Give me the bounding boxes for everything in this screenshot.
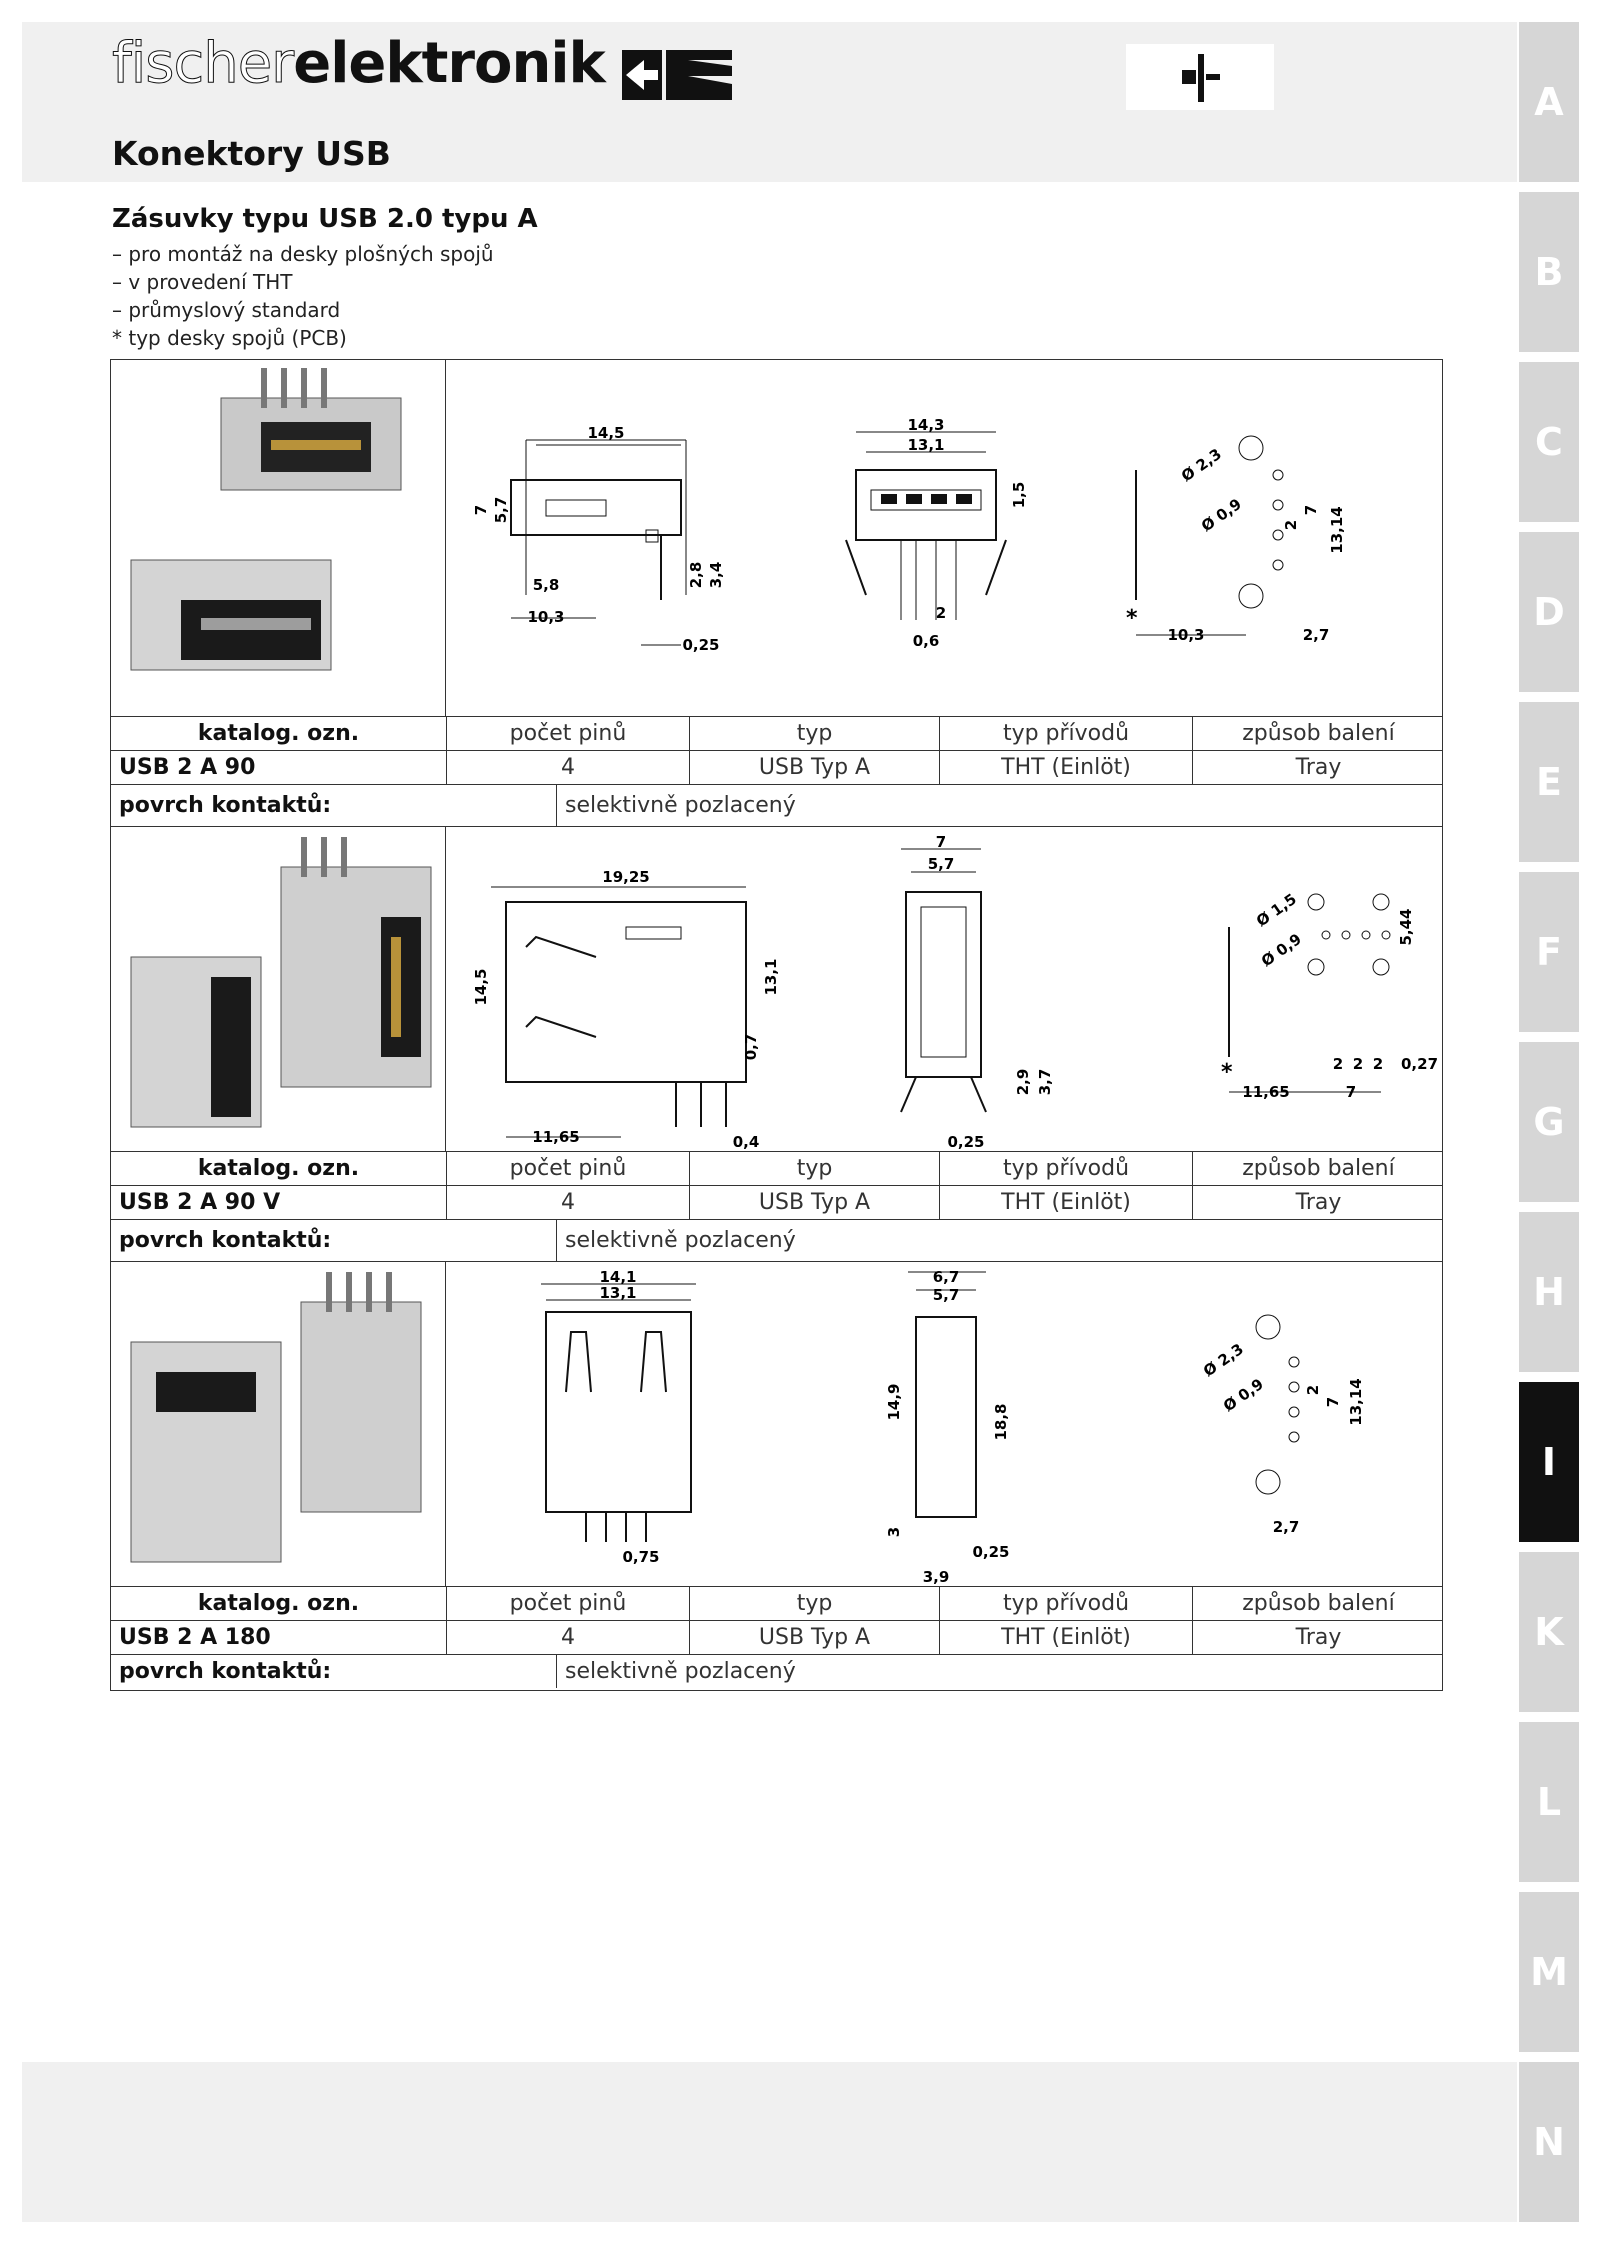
dim-label: 7 xyxy=(472,504,490,516)
pcb-marker: * xyxy=(1126,606,1138,631)
dim-label: 2,7 xyxy=(1302,626,1330,644)
brand-arrows-icon xyxy=(622,46,737,106)
dim-label: 0,25 xyxy=(972,1543,1010,1561)
feature-item: – v provedení THT xyxy=(112,270,293,294)
dim-label: Ø 0,9 xyxy=(1257,929,1305,971)
dim-label: 2,8 xyxy=(687,561,705,589)
surface-row xyxy=(111,784,1442,826)
dim-label: 2 xyxy=(1352,1055,1364,1073)
tab-m[interactable]: M xyxy=(1519,1892,1579,2052)
product-photo-cell xyxy=(111,360,446,716)
dim-label: Ø 0,9 xyxy=(1197,494,1245,536)
brand-name-part2: elektronik xyxy=(293,31,605,96)
brand-logo xyxy=(112,31,605,96)
usb-connector-photo xyxy=(111,827,444,1150)
dim-label: 13,14 xyxy=(1347,1378,1365,1426)
product-photo-cell xyxy=(111,1261,446,1586)
tab-k[interactable]: K xyxy=(1519,1552,1579,1712)
dim-label: 13,1 xyxy=(907,436,945,454)
header-catalog: katalog. ozn. xyxy=(111,1587,446,1620)
header-pins: počet pinů xyxy=(446,1587,689,1620)
dim-label: 5,7 xyxy=(492,496,510,524)
tab-i[interactable]: I xyxy=(1519,1382,1579,1542)
tab-f[interactable]: F xyxy=(1519,872,1579,1032)
pcb-marker: * xyxy=(1221,1060,1233,1085)
table-row xyxy=(111,750,1442,784)
section-title: Zásuvky typu USB 2.0 typu A xyxy=(112,204,538,234)
dim-label: 2 xyxy=(935,604,947,622)
header-pins: počet pinů xyxy=(446,717,689,750)
tab-e[interactable]: E xyxy=(1519,702,1579,862)
dim-label: 2,7 xyxy=(1272,1518,1300,1536)
dim-label: 13,1 xyxy=(599,1284,637,1302)
surface-value: selektivně pozlacený xyxy=(565,793,796,818)
dim-label: 19,25 xyxy=(602,868,650,886)
technical-drawing-cell xyxy=(446,826,1442,1152)
header-catalog: katalog. ozn. xyxy=(111,717,446,750)
header-lead: typ přívodů xyxy=(939,1587,1192,1620)
packaging: Tray xyxy=(1192,751,1444,784)
product-photo-cell xyxy=(111,826,446,1151)
dim-label: 10,3 xyxy=(1167,626,1205,644)
dim-label: 18,8 xyxy=(992,1403,1010,1441)
surface-value: selektivně pozlacený xyxy=(565,1228,796,1253)
dimension-drawing xyxy=(446,1262,1442,1585)
table-row xyxy=(111,1620,1442,1654)
dim-label: 5,8 xyxy=(532,576,560,594)
dim-label: 0,6 xyxy=(912,632,940,650)
header-packaging: způsob balení xyxy=(1192,1152,1444,1185)
feature-item: * typ desky spojů (PCB) xyxy=(112,326,347,350)
header-lead: typ přívodů xyxy=(939,1152,1192,1185)
technical-drawing-cell xyxy=(446,360,1442,716)
dim-label: 0,75 xyxy=(622,1548,660,1566)
header-packaging: způsob balení xyxy=(1192,717,1444,750)
pin-count: 4 xyxy=(446,751,689,784)
connector-type: USB Typ A xyxy=(689,1621,939,1654)
dim-label: 14,1 xyxy=(599,1268,637,1286)
dim-label: 0,27 xyxy=(1401,1055,1439,1073)
usb-connector-photo xyxy=(111,1262,444,1585)
table-header-row xyxy=(111,716,1442,750)
product-table xyxy=(110,359,1443,1691)
dim-label: Ø 0,9 xyxy=(1219,1374,1267,1416)
feature-list xyxy=(112,240,494,352)
dimension-drawing xyxy=(446,360,1442,716)
dim-label: 1,5 xyxy=(1010,481,1028,509)
dim-label: 6,7 xyxy=(932,1268,960,1286)
product-block-2 xyxy=(111,826,1442,1261)
corner-symbol xyxy=(1126,44,1274,110)
dim-label: 3,9 xyxy=(922,1568,950,1585)
tab-l[interactable]: L xyxy=(1519,1722,1579,1882)
dim-label: 13,14 xyxy=(1328,506,1346,554)
dim-label: 2 xyxy=(1332,1055,1344,1073)
dim-label: 11,65 xyxy=(532,1128,580,1146)
pin-count: 4 xyxy=(446,1621,689,1654)
product-block-1 xyxy=(111,360,1442,826)
dim-label: 2,9 xyxy=(1014,1068,1032,1096)
dim-label: 2 xyxy=(1304,1384,1322,1396)
dim-label: 5,44 xyxy=(1397,908,1415,946)
surface-value: selektivně pozlacený xyxy=(565,1659,796,1684)
dim-label: 14,3 xyxy=(907,416,945,434)
tab-d[interactable]: D xyxy=(1519,532,1579,692)
dim-label: 14,5 xyxy=(587,424,625,442)
product-block-3 xyxy=(111,1261,1442,1689)
dim-label: 2 xyxy=(1282,519,1300,531)
surface-row xyxy=(111,1654,1442,1689)
dim-label: 7 xyxy=(935,833,947,851)
table-header-row xyxy=(111,1586,1442,1620)
lead-type: THT (Einlöt) xyxy=(939,1621,1192,1654)
dim-label: 2 xyxy=(1372,1055,1384,1073)
technical-drawing-cell xyxy=(446,1261,1442,1587)
connector-type: USB Typ A xyxy=(689,1186,939,1219)
surface-row xyxy=(111,1219,1442,1261)
dim-label: 3 xyxy=(885,1526,903,1538)
dim-label: 0,4 xyxy=(732,1133,760,1150)
tab-g[interactable]: G xyxy=(1519,1042,1579,1202)
feature-item: – pro montáž na desky plošných spojů xyxy=(112,242,494,266)
header-type: typ xyxy=(689,717,939,750)
dim-label: 11,65 xyxy=(1242,1083,1290,1101)
dim-label: 3,4 xyxy=(707,561,725,589)
footer-band xyxy=(22,2062,1517,2222)
tab-n[interactable]: N xyxy=(1519,2062,1579,2222)
tab-a[interactable]: A xyxy=(1519,22,1579,182)
dim-label: 5,7 xyxy=(927,855,955,873)
dimension-drawing xyxy=(446,827,1442,1150)
pin-count: 4 xyxy=(446,1186,689,1219)
dim-label: 7 xyxy=(1324,1396,1342,1408)
feature-item: – průmyslový standard xyxy=(112,298,341,322)
dim-label: 10,3 xyxy=(527,608,565,626)
tab-h[interactable]: H xyxy=(1519,1212,1579,1372)
surface-label: povrch kontaktů: xyxy=(111,785,557,826)
dim-label: 0,7 xyxy=(742,1033,760,1061)
dim-label: 0,25 xyxy=(682,636,720,654)
tab-c[interactable]: C xyxy=(1519,362,1579,522)
catalog-code: USB 2 A 180 xyxy=(119,1625,271,1650)
page-title: Konektory USB xyxy=(112,134,391,173)
header-catalog: katalog. ozn. xyxy=(111,1152,446,1185)
connector-type: USB Typ A xyxy=(689,751,939,784)
lead-type: THT (Einlöt) xyxy=(939,751,1192,784)
dim-label: 14,5 xyxy=(472,968,490,1006)
catalog-code: USB 2 A 90 xyxy=(119,755,256,780)
header-type: typ xyxy=(689,1587,939,1620)
table-row xyxy=(111,1185,1442,1219)
catalog-code: USB 2 A 90 V xyxy=(119,1190,281,1215)
usb-connector-photo xyxy=(111,360,444,716)
header-lead: typ přívodů xyxy=(939,717,1192,750)
dim-label: 5,7 xyxy=(932,1286,960,1304)
header-packaging: způsob balení xyxy=(1192,1587,1444,1620)
dim-label: 13,1 xyxy=(762,958,780,996)
packaging: Tray xyxy=(1192,1186,1444,1219)
dim-label: Ø 2,3 xyxy=(1177,444,1225,486)
dim-label: 7 xyxy=(1302,504,1320,516)
tab-b[interactable]: B xyxy=(1519,192,1579,352)
dim-label: 7 xyxy=(1345,1083,1357,1101)
dim-label: Ø 1,5 xyxy=(1252,889,1300,931)
dim-label: Ø 2,3 xyxy=(1199,1339,1247,1381)
surface-label: povrch kontaktů: xyxy=(111,1220,557,1261)
header-type: typ xyxy=(689,1152,939,1185)
table-header-row xyxy=(111,1151,1442,1185)
dim-label: 0,25 xyxy=(947,1133,985,1150)
dim-label: 14,9 xyxy=(885,1383,903,1421)
lead-type: THT (Einlöt) xyxy=(939,1186,1192,1219)
dim-label: 3,7 xyxy=(1036,1068,1054,1096)
packaging: Tray xyxy=(1192,1621,1444,1654)
header-pins: počet pinů xyxy=(446,1152,689,1185)
brand-name-part1: fischer xyxy=(112,31,294,96)
surface-label: povrch kontaktů: xyxy=(111,1655,557,1688)
transistor-symbol-icon xyxy=(1126,44,1274,110)
